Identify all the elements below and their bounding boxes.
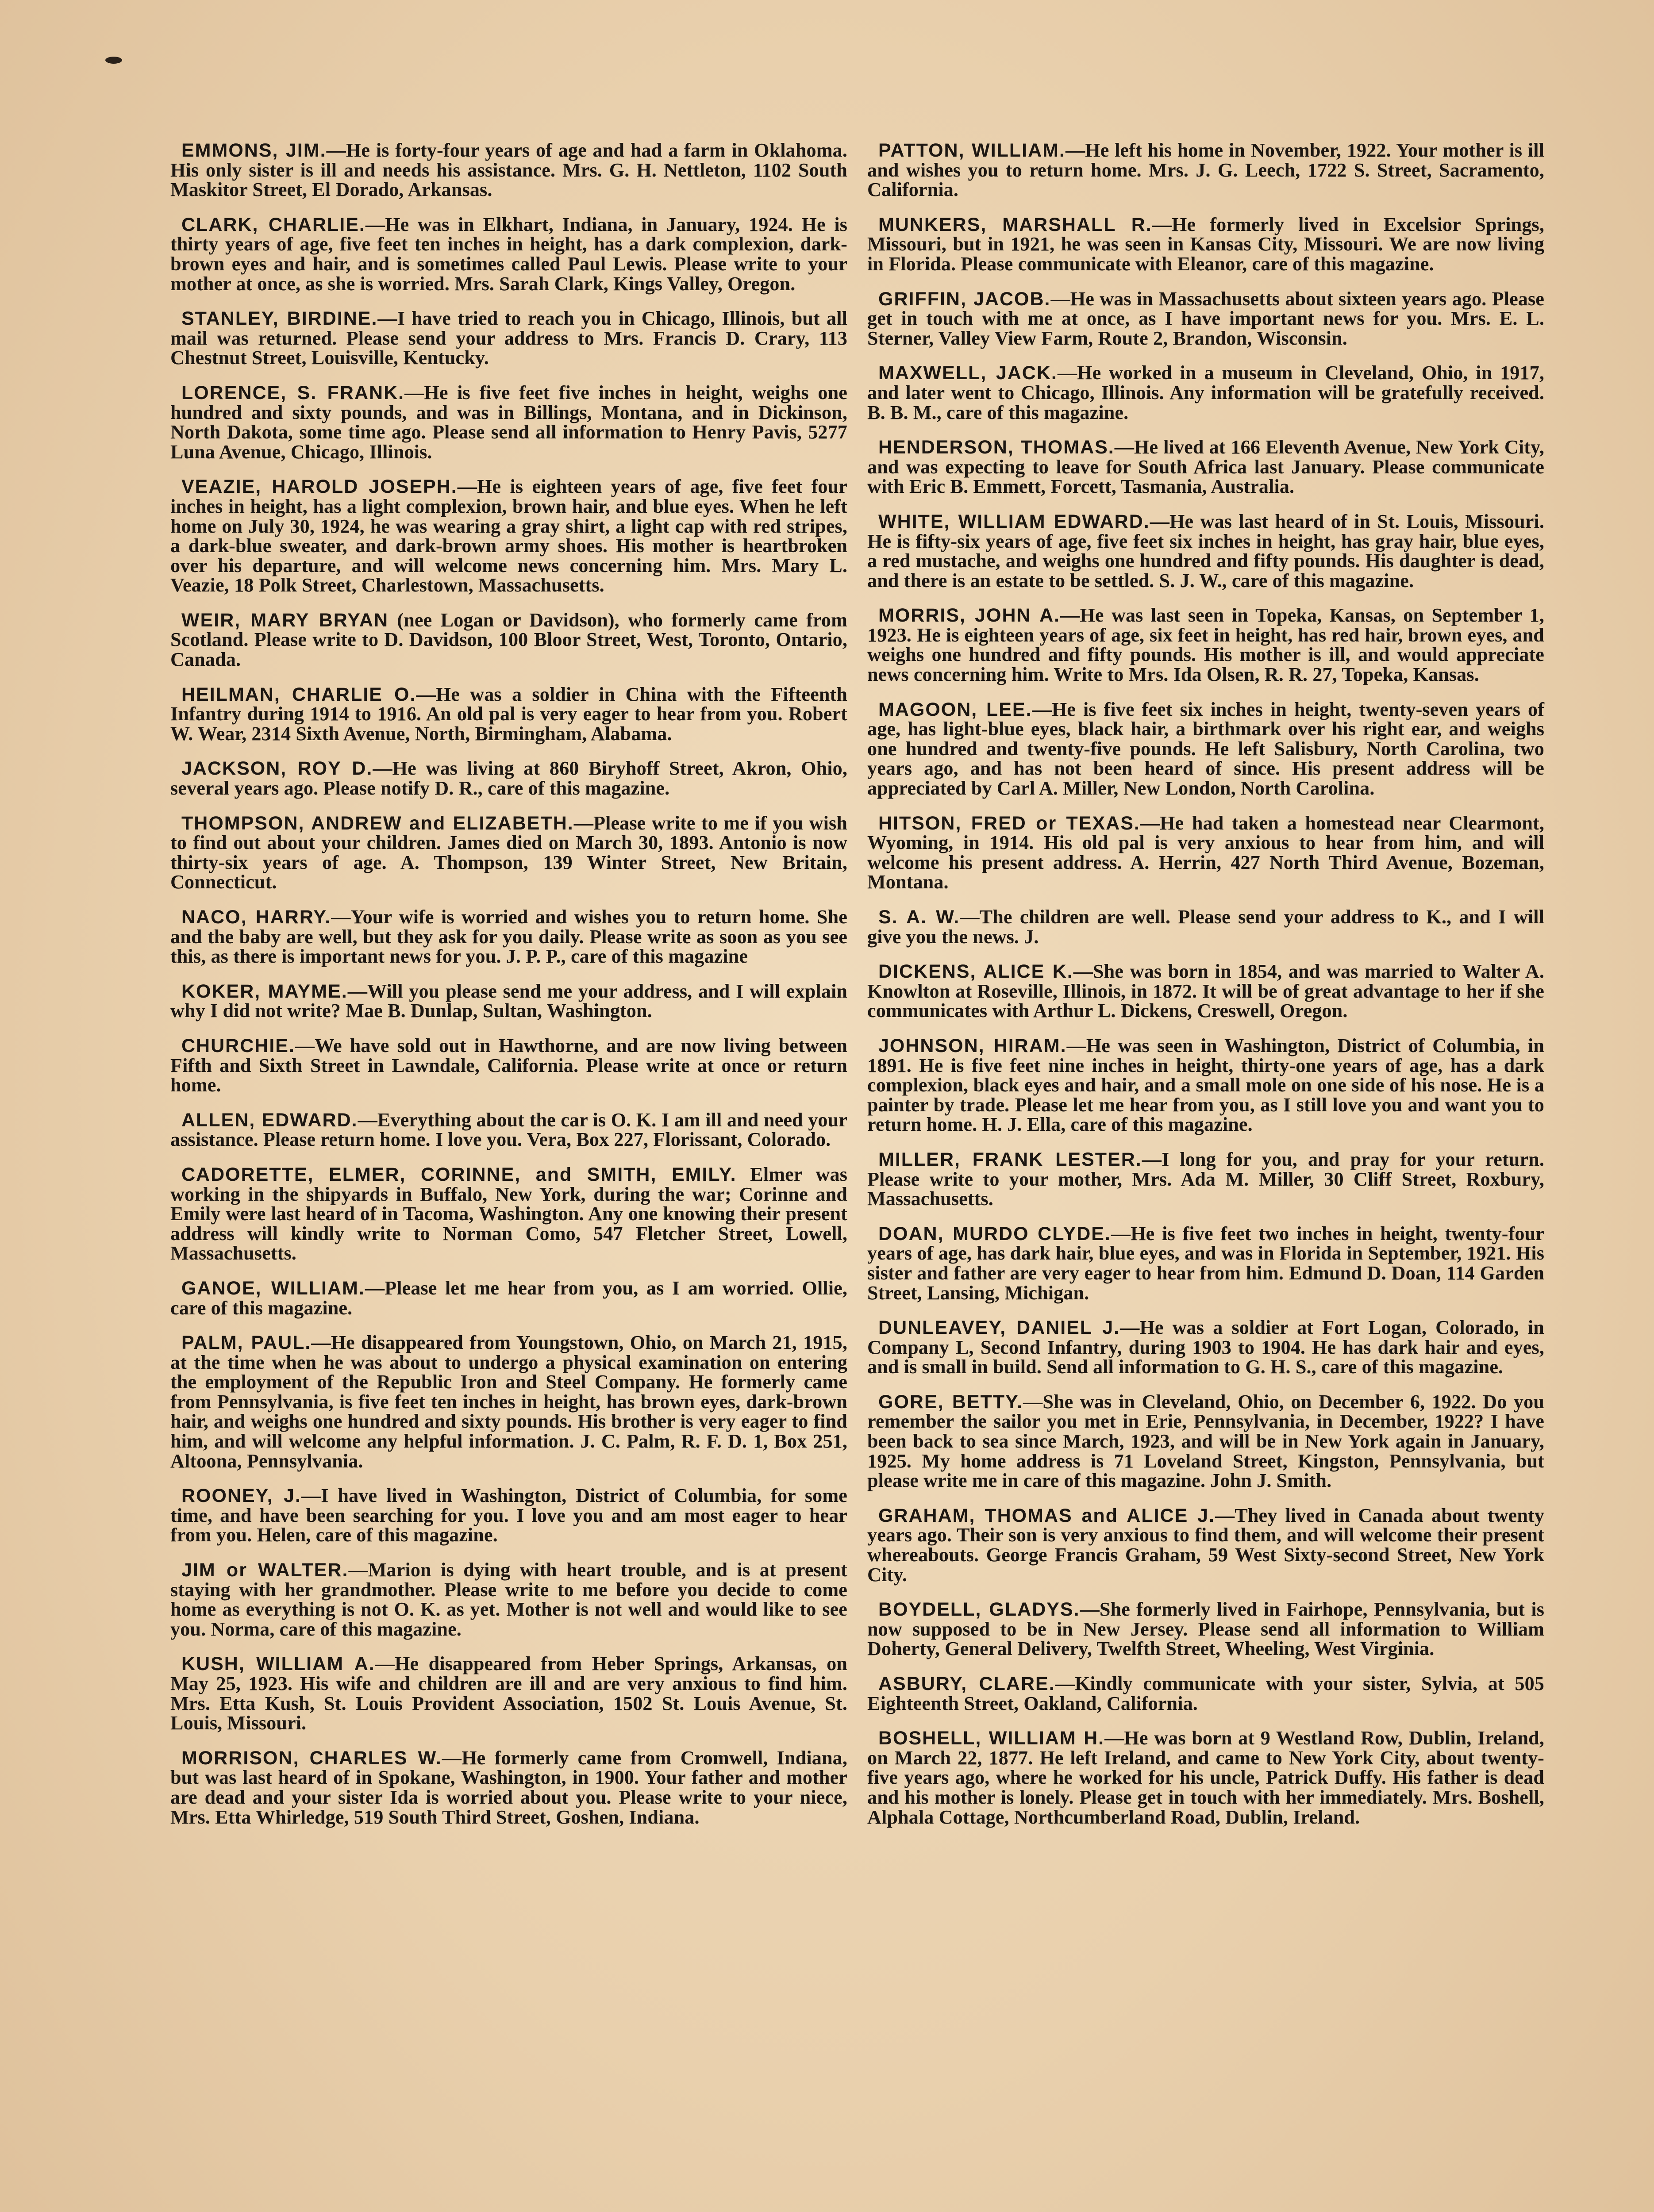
notice-entry <box>867 512 1544 591</box>
notice-text: —She was in Cleveland, Ohio, on December 6, 1922. Do you remember the sailor you met in Erie, Pennsylvania, in December, 1922? I have been back to sea since March, 1923, and will be in New York again in January, 1925. My home address is 71 Loveland Street, Kingston, Pennsylvania, but please write me in care of this magazine. John J. Smith. <box>867 1390 1544 1492</box>
notice-name: LORENCE, S. FRANK. <box>181 382 405 403</box>
notice-text: —I long for you, and pray for your return. Please write to your mother, Mrs. Ada M. Miller, 30 Cliff Street, Roxbury, Massachusetts. <box>867 1148 1544 1210</box>
notice-text: —He was a soldier at Fort Logan, Colorado, in Company L, Second Infantry, during 1903 to 1904. He has dark hair and eyes, and is small in build. Send all information to G. H. S., care of this magazine. <box>867 1317 1544 1378</box>
notice-name: JOHNSON, HIRAM. <box>878 1035 1067 1056</box>
notice-text: —He disappeared from Heber Springs, Arkansas, on May 25, 1923. His wife and children are ill and are very anxious to find him. Mrs. Etta Kush, St. Louis Provident Association, 1502 St. Louis Avenue, St. Louis, Missouri. <box>170 1653 847 1734</box>
notice-name: HEILMAN, CHARLIE O. <box>181 684 416 705</box>
notice-name: WHITE, WILLIAM EDWARD. <box>878 511 1150 532</box>
notice-text: —I have lived in Washington, District of Columbia, for some time, and have been searching for you. I love you and am most eager to hear from you. Helen, care of this magazine. <box>170 1485 847 1546</box>
notice-entry <box>170 1279 847 1318</box>
notice-name: MUNKERS, MARSHALL R. <box>878 214 1152 235</box>
notice-entry <box>867 1392 1544 1491</box>
notice-entry <box>170 1560 847 1639</box>
notice-entry <box>170 611 847 670</box>
notice-name: ASBURY, CLARE. <box>878 1673 1055 1694</box>
notice-text: —He was seen in Washington, District of Columbia, in 1891. He is five feet nine inches in height, thirty-one years of age, has a dark complexion, black eyes and hair, and a small mole on one side of his nose. He is a painter by trade. Please let me hear from you, as I still love you and want you to return home. H. J. Ella, care of this magazine. <box>867 1034 1544 1136</box>
notice-entry <box>867 962 1544 1021</box>
notice-name: THOMPSON, ANDREW and ELIZABETH. <box>181 812 574 834</box>
notice-entry <box>170 1110 847 1150</box>
notice-name: DOAN, MURDO CLYDE. <box>878 1223 1111 1244</box>
notice-name: JIM or WALTER. <box>181 1559 349 1581</box>
notice-text: —He was in Elkhart, Indiana, in January, 1924. He is thirty years of age, five feet ten inches in height, has a dark complexion, dark-brown eyes and hair, and is sometimes called Paul Lewis. Please write to your mother at once, as she is worried. Mrs. Sarah Clark, Kings Valley, Oregon. <box>170 213 847 295</box>
notice-text: —They lived in Canada about twenty years ago. Their son is very anxious to find them, and will welcome their present whereabouts. George Francis Graham, 59 West Sixty-second Street, New York City. <box>867 1504 1544 1586</box>
notice-name: MILLER, FRANK LESTER. <box>878 1148 1142 1170</box>
notice-entry <box>867 907 1544 947</box>
notice-text: —He formerly came from Cromwell, Indiana, but was last heard of in Spokane, Washington, in 1900. Your father and mother are dead and your sister Ida is worried about you. Please write to your niece, Mrs. Etta Whirledge, 519 South Third Street, Goshen, Indiana. <box>170 1747 847 1828</box>
notice-entry <box>170 1486 847 1545</box>
notice-text: —Will you please send me your address, and I will explain why I did not write? Mae B. Dunlap, Sultan, Washington. <box>170 980 848 1022</box>
notice-name: BOYDELL, GLADYS. <box>878 1599 1080 1621</box>
notice-entry <box>867 289 1544 349</box>
notice-text: —He formerly lived in Excelsior Springs, Missouri, but in 1921, he was seen in Kansas City, Missouri. We are now living in Florida. Please communicate with Eleanor, care of this magazine. <box>867 213 1544 275</box>
notice-name: GANOE, WILLIAM. <box>181 1277 365 1299</box>
notice-name: DICKENS, ALICE K. <box>878 961 1073 983</box>
notice-name: PALM, PAUL. <box>181 1332 312 1354</box>
notice-name: DUNLEAVEY, DANIEL J. <box>878 1317 1120 1339</box>
notice-text: —He is five feet five inches in height, weighs one hundred and sixty pounds, and was in Billings, Montana, and in Dickinson, North Dakota, some time ago. Please send all information to Henry Pavis, 5277 Luna Avenue, Chicago, Illinois. <box>170 381 847 463</box>
notice-entry <box>867 1036 1544 1135</box>
notice-entry <box>170 759 847 798</box>
notice-entry <box>867 1728 1544 1827</box>
notice-entry <box>170 1333 847 1471</box>
notice-entry <box>170 215 847 294</box>
notice-entry <box>170 907 847 967</box>
notice-entry <box>170 309 847 368</box>
notice-name: ALLEN, EDWARD. <box>181 1109 358 1131</box>
notice-text: —She formerly lived in Fairhope, Pennsylvania, but is now supposed to be in New Jersey. Please send all information to William Doherty, General Delivery, Twelfth Street, Wheeling, West Virginia. <box>867 1598 1544 1660</box>
notice-name: CLARK, CHARLIE. <box>181 214 365 235</box>
notice-text: —Your wife is worried and wishes you to return home. She and the baby are well, but they ask for you daily. Please write as soon as you see this, as there is important news for you. J. P. P., care of this magazine <box>170 906 847 968</box>
notice-text: —He is five feet two inches in height, twenty-four years of age, has dark hair, blue eyes, and was in Florida in September, 1921. His sister and father are very eager to hear from him. Edmund D. Doan, 114 Garden Street, Lansing, Michigan. <box>867 1222 1544 1304</box>
notice-text: —He was in Massachusetts about sixteen years ago. Please get in touch with me at once, as I have important news for you. Mrs. E. L. Sterner, Valley View Farm, Route 2, Brandon, Wisconsin. <box>867 288 1544 349</box>
notice-text: —I have tried to reach you in Chicago, Illinois, but all mail was returned. Please send your address to Mrs. Francis D. Crary, 113 Chestnut Street, Louisville, Kentucky. <box>170 307 847 369</box>
notice-text: —He disappeared from Youngstown, Ohio, on March 21, 1915, at the time when he was about to undergo a physical examination on entering the employment of the Republic Iron and Steel Company. He formerly came from Pennsylvania, is five feet ten inches in height, has brown eyes, dark-brown hair, and weighs one hundred and sixty pounds. His brother is very eager to find him, and will welcome any helpful information. J. C. Palm, R. F. D. 1, Box 251, Altoona, Pennsylvania. <box>170 1332 847 1472</box>
notice-text: —He left his home in November, 1922. Your mother is ill and wishes you to return home. Mrs. J. G. Leech, 1722 S. Street, Sacramento, California. <box>867 139 1544 201</box>
notice-name: GORE, BETTY. <box>878 1391 1023 1413</box>
notice-entry <box>867 1674 1544 1713</box>
notice-text: —He was last seen in Topeka, Kansas, on September 1, 1923. He is eighteen years of age, six feet in height, has red hair, brown eyes, and weighs one hundred and fifty pounds. His mother is ill, and would appreciate news concerning him. Write to Mrs. Ida Olsen, R. R. 27, Topeka, Kansas. <box>867 604 1544 686</box>
notice-text: —He was born at 9 Westland Row, Dublin, Ireland, on March 22, 1877. He left Ireland, and came to New York City, about twenty-five years ago, where he worked for his uncle, Patrick Duffy. His father is dead and his mother is lonely. Please get in touch with her immediately. Mrs. Boshell, Alphala Cottage, Northcumberland Road, Dublin, Ireland. <box>867 1727 1545 1828</box>
notice-name: VEAZIE, HAROLD JOSEPH. <box>181 476 458 498</box>
right-column <box>867 141 1544 1842</box>
notice-text: —She was born in 1854, and was married to Walter A. Knowlton at Roseville, Illinois, in 1872. It will be of great advantage to her if she communicates with Arthur L. Dickens, Creswell, Oregon. <box>867 960 1544 1022</box>
notice-text: —He is eighteen years of age, five feet four inches in height, has a light complexion, brown hair, and blue eyes. When he left home on July 30, 1924, he was wearing a gray shirt, a light cap with red stripes, a dark-blue sweater, and dark-brown army shoes. His mother is heartbroken over his departure, and will welcome news concerning him. Mrs. Mary L. Veazie, 18 Polk Street, Charlestown, Massachusetts. <box>170 476 847 596</box>
notice-entry <box>170 1165 847 1263</box>
notice-name: MAXWELL, JACK. <box>878 362 1058 384</box>
notice-entry <box>867 215 1544 274</box>
notice-text: (nee Logan or Davidson), who formerly came from Scotland. Please write to D. Davidson, 100 Bloor Street, West, Toronto, Ontario, Canada. <box>170 609 847 671</box>
notice-entry <box>867 438 1544 497</box>
notice-text: —The children are well. Please send your address to K., and I will give you the news. J. <box>867 906 1544 948</box>
notice-text: Elmer was working in the shipyards in Buffalo, New York, during the war; Corinne and Emily were last heard of in Tacoma, Washington. Any one knowing their present address will kindly write to Norman Como, 547 Fletcher Street, Lowell, Massachusetts. <box>170 1163 848 1264</box>
notice-entry <box>867 363 1544 422</box>
notice-name: STANLEY, BIRDINE. <box>181 308 378 330</box>
notice-entry <box>170 814 847 892</box>
notice-text: —He lived at 166 Eleventh Avenue, New York City, and was expecting to leave for South Africa last January. Please communicate with Eric B. Emmett, Forcett, Tasmania, Australia. <box>867 436 1544 498</box>
notice-name: MORRISON, CHARLES W. <box>181 1747 442 1769</box>
notice-name: MORRIS, JOHN A. <box>878 605 1061 626</box>
notice-name: NACO, HARRY. <box>181 906 331 928</box>
notice-entry <box>867 141 1544 200</box>
notice-text: —Kindly communicate with your sister, Sylvia, at 505 Eighteenth Street, Oakland, California. <box>867 1673 1544 1714</box>
notice-entry <box>170 383 847 462</box>
notice-name: ROONEY, J. <box>181 1485 302 1507</box>
notice-name: GRIFFIN, JACOB. <box>878 288 1051 310</box>
notice-name: HITSON, FRED or TEXAS. <box>878 812 1140 834</box>
notice-name: HENDERSON, THOMAS. <box>878 437 1115 458</box>
notice-text: —He was a soldier in China with the Fifteenth Infantry during 1914 to 1916. An old pal is very eager to hear from you. Robert W. Wear, 2314 Sixth Avenue, North, Birmingham, Alabama. <box>170 683 847 745</box>
notice-name: MAGOON, LEE. <box>878 699 1032 720</box>
notice-entry <box>867 1506 1544 1585</box>
notice-entry <box>170 1036 847 1095</box>
notice-text: —He is forty-four years of age and had a farm in Oklahoma. His only sister is ill and needs his assistance. Mrs. G. H. Nettleton, 1102 South Maskitor Street, El Dorado, Arkansas. <box>170 139 847 201</box>
notice-name: S. A. W. <box>878 906 960 928</box>
notice-text: —He had taken a homestead near Clearmont, Wyoming, in 1914. His old pal is very anxious to hear from him, and will welcome his present address. A. Herrin, 427 North Third Avenue, Bozeman, Montana. <box>867 812 1544 893</box>
notice-name: JACKSON, ROY D. <box>181 758 373 780</box>
notice-entry <box>170 685 847 744</box>
notice-name: CADORETTE, ELMER, CORINNE, and SMITH, EMILY. <box>181 1164 737 1185</box>
notice-entry <box>170 982 847 1021</box>
notice-entry <box>867 1150 1544 1209</box>
notice-text: —He was living at 860 Biryhoff Street, Akron, Ohio, several years ago. Please notify D. R., care of this magazine. <box>170 757 847 799</box>
notice-text: —Please let me hear from you, as I am worried. Ollie, care of this magazine. <box>170 1277 848 1319</box>
notice-name: KUSH, WILLIAM A. <box>181 1653 375 1675</box>
notice-entry <box>170 1654 847 1733</box>
notice-name: KOKER, MAYME. <box>181 980 348 1002</box>
notice-text: —He is five feet six inches in height, twenty-seven years of age, has light-blue eyes, black hair, a birthmark over his right ear, and weighs one hundred and twenty-five pounds. He left Salisbury, North Carolina, two years ago, and has not been heard of since. His present address will be appreciated by Carl A. Miller, New London, North Carolina. <box>867 698 1545 799</box>
notice-entry <box>867 1600 1544 1659</box>
notice-entry <box>170 141 847 200</box>
notice-entry <box>867 700 1544 799</box>
notice-entry <box>867 606 1544 684</box>
notice-name: BOSHELL, WILLIAM H. <box>878 1728 1105 1749</box>
notice-name: CHURCHIE. <box>181 1035 295 1056</box>
notice-name: PATTON, WILLIAM. <box>878 140 1065 161</box>
notice-name: GRAHAM, THOMAS and ALICE J. <box>878 1505 1215 1526</box>
notice-text: —We have sold out in Hawthorne, and are now living between Fifth and Sixth Street in Lawndale, California. Please write at once or return home. <box>170 1034 847 1096</box>
left-column <box>170 141 847 1842</box>
notice-entry <box>170 477 847 595</box>
notice-text: —Everything about the car is O. K. I am ill and need your assistance. Please return home. I love you. Vera, Box 227, Florissant, Colorado. <box>170 1109 847 1151</box>
notice-entry <box>867 814 1544 892</box>
notice-text: —Please write to me if you wish to find out about your children. James died on March 30, 1893. Antonio is now thirty-six years of age. A. Thompson, 139 Winter Street, New Britain, Connecticut. <box>170 812 848 893</box>
notice-entry <box>170 1748 847 1827</box>
ink-speck <box>105 57 122 64</box>
notice-text: —Marion is dying with heart trouble, and is at present staying with her grandmother. Please write to me before you decide to come home as everything is not O. K. as yet. Mother is not well and would like to see you. Norma, care of this magazine. <box>170 1559 847 1640</box>
notice-entry <box>867 1318 1544 1377</box>
notice-entry <box>867 1224 1544 1303</box>
notice-name: WEIR, MARY BRYAN <box>181 609 389 631</box>
notice-text: —He worked in a museum in Cleveland, Ohio, in 1917, and later went to Chicago, Illinois. Any information will be gratefully received. B. B. M., care of this magazine. <box>867 362 1544 423</box>
notice-name: EMMONS, JIM. <box>181 140 327 161</box>
notice-text: —He was last heard of in St. Louis, Missouri. He is fifty-six years of age, five feet six inches in height, has gray hair, blue eyes, a red mustache, and weighs one hundred and fifty pounds. His daughter is dead, and there is an estate to be settled. S. J. W., care of this magazine. <box>867 510 1545 591</box>
